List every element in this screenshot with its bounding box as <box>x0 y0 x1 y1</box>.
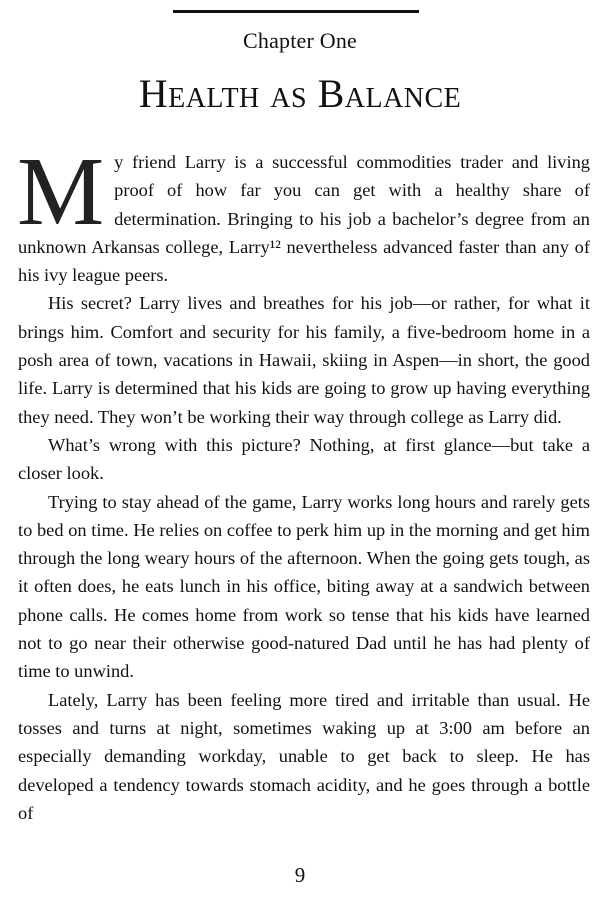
paragraph: Lately, Larry has been feeling more tired and irritable than usual. He tosses and turns at night, sometimes waking up at 3:00 am before an especially demanding workday, unable to get back to sleep. He has developed a tendency towards stomach acidity, and he goes through a bottle of <box>18 689 590 823</box>
page-number: 9 <box>294 863 306 887</box>
paragraph: His secret? Larry lives and breathes for his job—or rather, for what it brings him. Comfort and security for his family, a five-bedroom home in a posh area of town, vacations in Hawaii, skiing in Aspen—in short, the good life. Larry is determined that his kids are going to grow up having everything they need. They won’t be working their way through college as Larry did. <box>18 293 590 427</box>
paragraph: What’s wrong with this picture? Nothing, at first glance—but take a closer look. <box>18 434 590 484</box>
drop-cap: M <box>17 138 105 246</box>
chapter-title: Health as Balance <box>138 71 462 116</box>
paragraph <box>17 138 590 289</box>
chapter-label: Chapter One <box>243 28 357 53</box>
paragraph: Trying to stay ahead of the game, Larry works long hours and rarely gets to bed on time. He relies on coffee to perk him up in the morning and get him through the long weary hours of the afternoon. When the going gets tough, as it often does, he eats lunch in his office, biting away at a sandwich between phone calls. He comes home from work so tense that his kids have learned not to go near their otherwise good-natured Dad until he has had plenty of time to unwind. <box>18 491 590 682</box>
body-text <box>17 138 590 827</box>
top-rule <box>173 10 419 13</box>
paragraph-text: y friend Larry is a successful commodities trader and living proof of how far you can get with a healthy share of determination. Bringing to his job a bachelor’s degree from an unknown Arkansas college, Larry¹² nevertheless advanced faster than any of his ivy league peers. <box>18 152 590 286</box>
